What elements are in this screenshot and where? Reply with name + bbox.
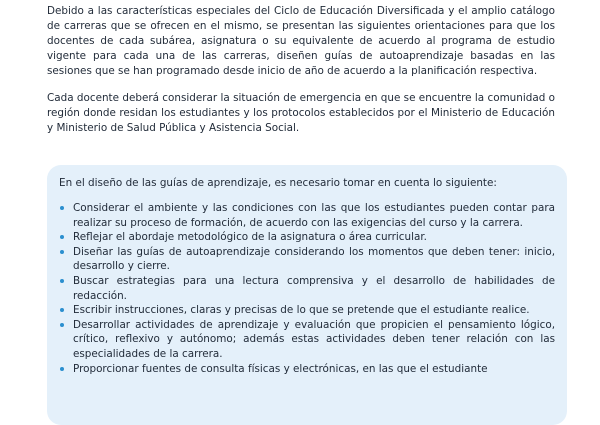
bullet-icon <box>60 250 64 254</box>
guidelines-box <box>47 165 567 425</box>
list-item <box>59 201 555 230</box>
list-item-text: Diseñar las guías de autoaprendizaje considerando los momentos que deben tener: inicio, desarrollo y cierre. <box>73 245 555 273</box>
bullet-icon <box>60 206 64 210</box>
list-item <box>59 245 555 274</box>
emergency-paragraph: Cada docente deberá considerar la situación de emergencia en que se encuentre la comunidad o región donde residan los estudiantes y los protocolos establecidos por el Ministerio de Educación y Ministerio de Salud Pública y Asistencia Social. <box>47 92 555 134</box>
bullet-icon <box>60 323 64 327</box>
list-item <box>59 230 555 245</box>
list-item-text: Reflejar el abordaje metodológico de la asignatura o área curricular. <box>73 231 427 244</box>
list-item-text: Buscar estrategias para una lectura comprensiva y el desarrollo de habilidades de redacción. <box>73 274 555 302</box>
list-item-text: Considerar el ambiente y las condiciones con las que los estudiantes pueden contar para realizar su proceso de formación, de acuerdo con las exigencias del curso y la carrera. <box>73 202 555 229</box>
bullet-icon <box>60 367 64 371</box>
list-item <box>59 274 555 303</box>
bullet-icon <box>60 279 64 283</box>
document-body <box>47 4 555 136</box>
list-item <box>59 362 555 377</box>
list-item <box>59 303 555 318</box>
intro-paragraph: Debido a las características especiales del Ciclo de Educación Diversificada y el amplio catálogo de carreras que se ofrecen en el mismo, se presentan las siguientes orientaciones para que los docentes de cada subárea, asignatura o su equivalente de acuerdo al programa de estudio vigente para cada una de las carreras, diseñen guías de autoaprendizaje basadas en las sesiones que se han programado desde inicio de año de acuerdo a la planificación respectiva. <box>47 5 555 77</box>
list-item-text: Desarrollar actividades de aprendizaje y evaluación que propicien el pensamiento lógico, crítico, reflexivo y autónomo; además estas actividades deben tener relación con las especialidades de la carrera. <box>73 318 555 360</box>
bullet-icon <box>60 308 64 312</box>
list-item-text: Escribir instrucciones, claras y precisas de lo que se pretende que el estudiante realice. <box>73 304 530 317</box>
guidelines-list <box>59 201 555 376</box>
bullet-icon <box>60 235 64 239</box>
list-item <box>59 318 555 362</box>
guidelines-intro: En el diseño de las guías de aprendizaje, es necesario tomar en cuenta lo siguiente: <box>59 177 497 189</box>
list-item-text: Proporcionar fuentes de consulta físicas y electrónicas, en las que el estudiante <box>73 362 488 375</box>
